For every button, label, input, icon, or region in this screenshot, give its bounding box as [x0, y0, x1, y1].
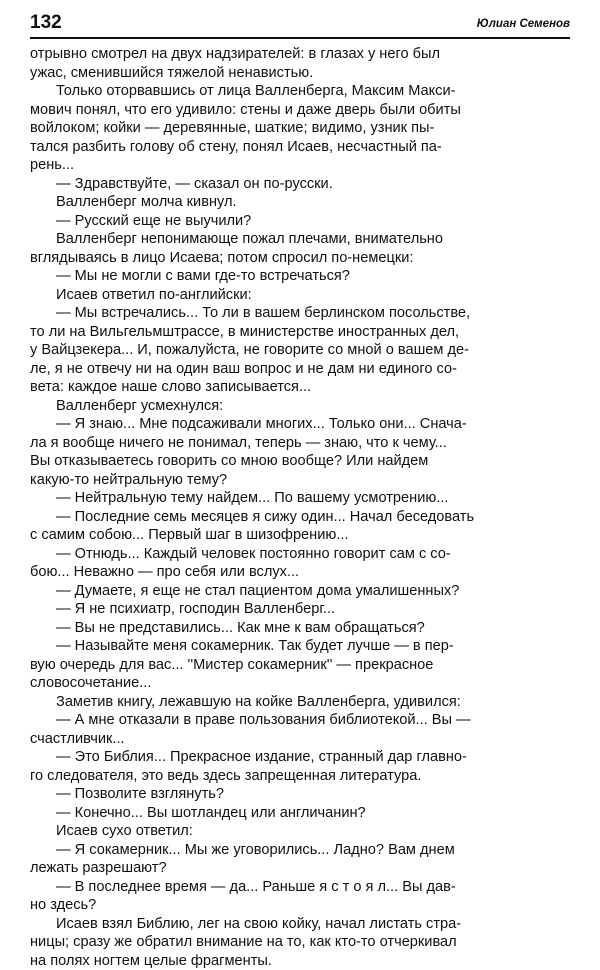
text-line: — А мне отказали в праве пользования библиотекой... Вы — [30, 711, 570, 730]
text-line: с самим собою... Первый шаг в шизофрению... [30, 526, 570, 545]
text-line: — Русский еще не выучили? [30, 212, 570, 231]
body-text [30, 45, 570, 970]
text-line: рень... [30, 156, 570, 175]
header-rule [30, 37, 570, 39]
text-line: ла я вообще ничего не понимал, теперь — знаю, что к чему... [30, 434, 570, 453]
text-line: — Вы не представились... Как мне к вам обращаться? [30, 619, 570, 638]
text-line: Вы отказываетесь говорить со мною вообще? Или найдем [30, 452, 570, 471]
text-line: Исаев ответил по-английски: [30, 286, 570, 305]
text-line: — В последнее время — да... Раньше я с т о я л... Вы дав- [30, 878, 570, 897]
text-line: отрывно смотрел на двух надзирателей: в глазах у него был [30, 45, 570, 64]
text-line: го следователя, это ведь здесь запрещенная литература. [30, 767, 570, 786]
text-line: — Последние семь месяцев я сижу один... Начал беседовать [30, 508, 570, 527]
text-line: — Я знаю... Мне подсаживали многих... Только они... Снача- [30, 415, 570, 434]
author-name: Юлиан Семенов [477, 16, 570, 32]
text-line: — Мы не могли с вами где-то встречаться? [30, 267, 570, 286]
text-line: ницы; сразу же обратил внимание на то, как кто-то отчеркивал [30, 933, 570, 952]
text-line: — Позволите взглянуть? [30, 785, 570, 804]
text-line: у Вайцзекера... И, пожалуйста, не говорите со мной о вашем де- [30, 341, 570, 360]
text-line: войлоком; койки — деревянные, шаткие; видимо, узник пы- [30, 119, 570, 138]
text-line: — Я сокамерник... Мы же уговорились... Ладно? Вам днем [30, 841, 570, 860]
text-line: ле, я не отвечу ни на один ваш вопрос и не дам ни единого со- [30, 360, 570, 379]
text-line: — Думаете, я еще не стал пациентом дома умалишенных? [30, 582, 570, 601]
text-line: — Называйте меня сокамерник. Так будет лучше — в пер- [30, 637, 570, 656]
text-line: словосочетание... [30, 674, 570, 693]
text-line: — Нейтральную тему найдем... По вашему усмотрению... [30, 489, 570, 508]
text-line: тался разбить голову об стену, понял Исаев, несчастный па- [30, 138, 570, 157]
text-line: — Я не психиатр, господин Валленберг... [30, 600, 570, 619]
text-line: какую-то нейтральную тему? [30, 471, 570, 490]
text-line: вглядываясь в лицо Исаева; потом спросил по-немецки: [30, 249, 570, 268]
text-line: Валленберг усмехнулся: [30, 397, 570, 416]
text-line: Валленберг непонимающе пожал плечами, внимательно [30, 230, 570, 249]
text-line: то ли на Вильгельмштрассе, в министерстве иностранных дел, [30, 323, 570, 342]
text-line: Исаев сухо ответил: [30, 822, 570, 841]
text-line: на полях ногтем целые фрагменты. [30, 952, 570, 970]
text-line: — Конечно... Вы шотландец или англичанин? [30, 804, 570, 823]
text-line: ужас, сменившийся тяжелой ненавистью. [30, 64, 570, 83]
text-line: мович понял, что его удивило: стены и даже дверь были обиты [30, 101, 570, 120]
text-line: лежать разрешают? [30, 859, 570, 878]
text-line: Исаев взял Библию, лег на свою койку, начал листать стра- [30, 915, 570, 934]
text-line: — Здравствуйте, — сказал он по-русски. [30, 175, 570, 194]
text-line: Только оторвавшись от лица Валленберга, Максим Макси- [30, 82, 570, 101]
running-head [30, 11, 570, 37]
text-line: — Мы встречались... То ли в вашем берлинском посольстве, [30, 304, 570, 323]
text-line: — Отнюдь... Каждый человек постоянно говорит сам с со- [30, 545, 570, 564]
text-line: вета: каждое наше слово записывается... [30, 378, 570, 397]
text-line: но здесь? [30, 896, 570, 915]
text-line: — Это Библия... Прекрасное издание, странный дар главно- [30, 748, 570, 767]
text-line: Заметив книгу, лежавшую на койке Валленберга, удивился: [30, 693, 570, 712]
text-line: бою... Неважно — про себя или вслух... [30, 563, 570, 582]
text-line: вую очередь для вас... ''Мистер сокамерник'' — прекрасное [30, 656, 570, 675]
text-line: счастливчик... [30, 730, 570, 749]
page-number: 132 [30, 11, 62, 35]
text-line: Валленберг молча кивнул. [30, 193, 570, 212]
